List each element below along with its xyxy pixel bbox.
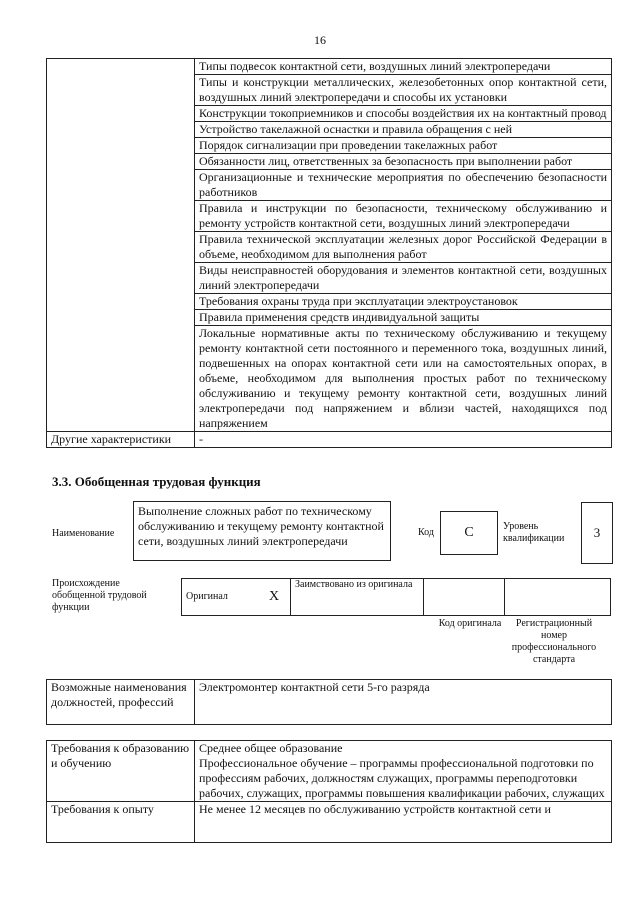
knowledge-item: Устройство такелажной оснастки и правила обращения с ней xyxy=(195,122,612,138)
knowledge-item: Организационные и технические мероприятия по обеспечению безопасности работников xyxy=(195,170,612,201)
code-value: С xyxy=(440,511,498,555)
knowledge-item: Требования охраны труда при эксплуатации электроустановок xyxy=(195,294,612,310)
education-line-2: Профессиональное обучение – программы профессиональной подготовки по профессиям рабочих, должностям служащих, программы переподготовки рабочих, служащих, программы повышения квалификации рабочих, служащих xyxy=(199,756,605,800)
knowledge-item: Правила технической эксплуатации железных дорог Российской Федерации в объеме, необходимом для выполнения работ xyxy=(195,232,612,263)
registration-number-cell xyxy=(505,579,611,616)
education-line-1: Среднее общее образование xyxy=(199,741,343,755)
knowledge-left-cell xyxy=(47,59,195,432)
knowledge-item: Типы подвесок контактной сети, воздушных линий электропередачи xyxy=(195,59,612,75)
knowledge-item: Обязанности лиц, ответственных за безопасность при выполнении работ xyxy=(195,154,612,170)
education-label: Требования к образованию и обучению xyxy=(47,741,195,802)
education-cell xyxy=(195,741,612,802)
experience-value: Не менее 12 месяцев по обслуживанию устройств контактной сети и xyxy=(195,802,612,843)
original-mark: X xyxy=(258,579,291,616)
qualification-level-value: 3 xyxy=(581,502,613,564)
knowledge-item: Конструкции токоприемников и способы воздействия их на контактный провод xyxy=(195,106,612,122)
function-name-label: Наименование xyxy=(52,528,115,539)
knowledge-item: Правила и инструкции по безопасности, техническому обслуживанию и ремонту устройств контактной сети, воздушных линий электропередачи xyxy=(195,201,612,232)
requirements-table xyxy=(46,740,612,843)
origin-label: Происхождение обобщенной трудовой функции xyxy=(52,578,147,613)
other-characteristics-value: - xyxy=(195,432,612,448)
qualification-level-label: Уровень квалификации xyxy=(503,521,565,544)
positions-label: Возможные наименования должностей, профессий xyxy=(47,680,195,725)
knowledge-item: Виды неисправностей оборудования и элементов контактной сети, воздушных линий электропередачи xyxy=(195,263,612,294)
knowledge-row xyxy=(47,59,612,75)
positions-table xyxy=(46,679,612,725)
code-label: Код xyxy=(418,527,434,538)
function-name-value: Выполнение сложных работ по техническому обслуживанию и текущему ремонту контактной сети, воздушных линий электропередачи xyxy=(133,501,391,561)
other-characteristics-row xyxy=(47,432,612,448)
positions-value: Электромонтер контактной сети 5-го разряда xyxy=(195,680,612,725)
origin-table xyxy=(181,578,611,616)
experience-label: Требования к опыту xyxy=(47,802,195,843)
page-number: 16 xyxy=(314,33,326,47)
knowledge-item: Порядок сигнализации при проведении такелажных работ xyxy=(195,138,612,154)
original-code-caption: Код оригинала xyxy=(438,618,502,629)
original-label: Оригинал xyxy=(182,579,259,616)
knowledge-item: Локальные нормативные акты по техническому обслуживанию и текущему ремонту контактной сети постоянного и переменного тока, воздушных линий, подвешенных на опорах контактной сети или на самостоятельных опорах, в объеме, необходимом для выполнения простых работ по техническому обслуживанию и текущему ремонту контактной сети, воздушных линий электропередачи под напряжением и вблизи частей, находящихся под напряжением xyxy=(195,326,612,432)
other-characteristics-label: Другие характеристики xyxy=(47,432,195,448)
knowledge-table xyxy=(46,58,612,448)
registration-number-caption: Регистрационный номер профессионального стандарта xyxy=(511,618,597,665)
borrowed-label: Заимствовано из оригинала xyxy=(291,579,424,616)
original-code-cell xyxy=(424,579,505,616)
knowledge-item: Правила применения средств индивидуальной защиты xyxy=(195,310,612,326)
section-title: 3.3. Обобщенная трудовая функция xyxy=(52,474,261,489)
knowledge-item: Типы и конструкции металлических, железобетонных опор контактной сети, воздушных линий электропередачи и способы их установки xyxy=(195,75,612,106)
